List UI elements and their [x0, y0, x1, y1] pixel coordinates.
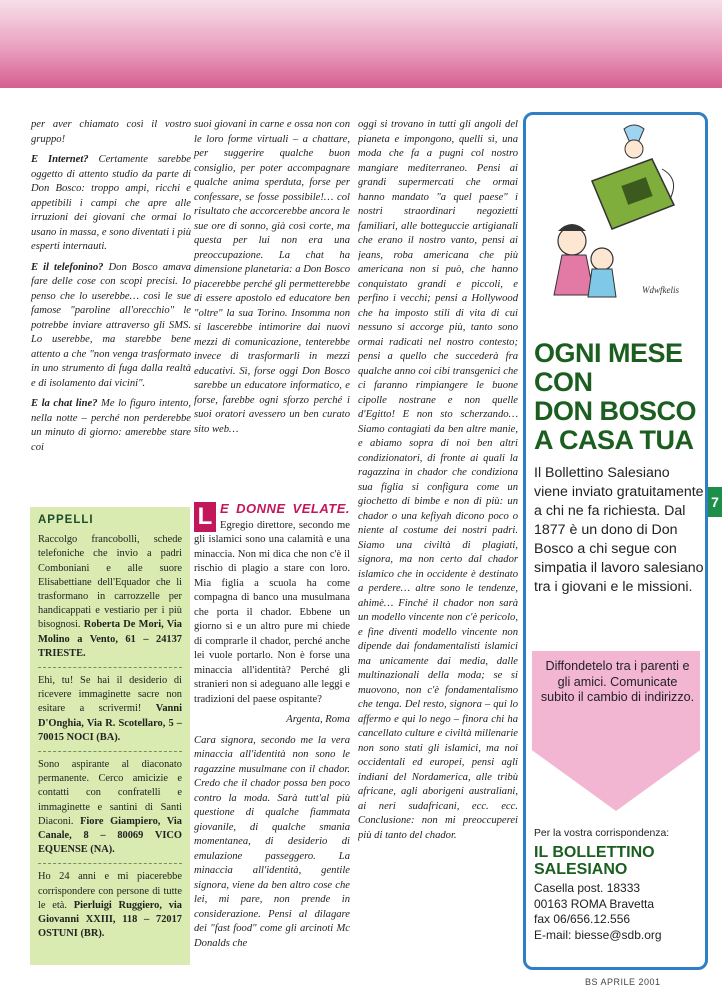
- header-band: [0, 0, 722, 88]
- letter-body: L E DONNE VELATE. Egregio direttore, secondo me gli islamici sono una calamità e una minaccia. Non mi dica che non c'è il rischio di plagio a stare con loro. Mia figlia a scuola ha come compagna di banco una musulmana che porta il chador. Ebbene un giorno si e un altro pure mi chiede di comprarle il chador, perché anche lei vuole portarlo. Non è forse una minaccia all'identità? Perché gli stranieri non si adeguano alle leggi e tradizioni del paese ospitante?: [194, 501, 350, 705]
- appelli-box: [30, 507, 190, 965]
- address: Casella post. 18333 00163 ROMA Bravetta fax 06/656.12.556 E-mail: biesse@sdb.org: [534, 881, 662, 942]
- pink-callout-text: Diffondetelo tra i parenti e gli amici. Comunicate subito il cambio di indirizzo.: [540, 659, 695, 704]
- appello: Ho 24 anni e mi piacerebbe corrispondere con persone di tutte le età. Pierluigi Ruggiero, via Giovanni XXIII, 118 – 72017 OSTUNI (BR).: [38, 871, 182, 940]
- divider: [38, 667, 182, 668]
- paragraph: per aver chiamato così il vostro gruppo!: [31, 119, 191, 145]
- paragraph: E Internet? Certamente sarebbe oggetto di attento studio da parte di Don Bosco: troppo ampi, ricchi e appetibili i campi che apre alle irruzioni dei giovani che ormai lo usano in massa, e sono diventati i più esperti internauti.: [31, 154, 191, 252]
- column-2: [194, 118, 350, 443]
- don-bosco-illustration: [532, 119, 702, 299]
- appello: Sono aspirante al diaconato permanente. Cerco amicizie e contatti con confratelli e immaginette e santini di Santi Diaconi. Fiore Giampiero, Via Canale, 8 – 80069 VICO EQUENSE (NA).: [38, 759, 182, 856]
- divider: [38, 863, 182, 864]
- reply-text: Cara signora, secondo me la vera minaccia all'identità non sono le ragazzine musulmane con il chador. Credo che il chador possa ben poco contro la moda. Sarà tutt'al più questione di qualche fiammata giovanile, di qualche smania momentanea, di desiderio di emulazione passeggero. La minaccia all'identità, gentile signora, viene da ben altro cose che lei, mi pare, non prende in considerazione. Pensi al dilagare dei "fast food" come gli arcinoti Mc Donalds che: [194, 734, 350, 949]
- paragraph: E il telefonino? Don Bosco amava fare delle cose con scopi precisi. Io penso che lo userebbe… così le sue famose "paroline all'orecchio" le potrebbe inviare attraverso gli SMS. Lo userebbe, ma starebbe bene attento a che "non venga trasformato in uno strumento di fuga dalla realtà e di isolamento dai vicini".: [31, 261, 191, 389]
- page-footer: BS APRILE 2001: [585, 977, 661, 987]
- drop-cap: L: [194, 502, 216, 532]
- promo-headline: OGNI MESE CON DON BOSCO A CASA TUA: [534, 338, 697, 455]
- appello: Ehi, tu! Se hai il desiderio di ricevere immaginette sacre non esitare a scrivermi! Vanni D'Onghia, Via R. Scotellaro, 5 – 70015 NOCI (BA).: [38, 675, 182, 743]
- page-section-tab: 7: [708, 487, 722, 517]
- letter-section: [194, 502, 350, 957]
- bollettino-promo-box: [523, 112, 708, 970]
- illustration-signature: Wdwfkelis: [642, 285, 679, 295]
- column-1: [31, 118, 191, 461]
- column-3: [358, 118, 518, 918]
- publication-name: IL BOLLETTINO SALESIANO: [534, 844, 655, 878]
- letter-title: E DONNE VELATE.: [220, 501, 350, 516]
- paragraph: oggi si trovano in tutti gli angoli del pianeta e impongono, quelli sì, una moda che fa a pugni col nostro mangiare mediterraneo. Pensi ai grandi supermercati che ormai hanno mandato "a quel paese" i nostri straordinari negozietti familiari, alle botteguccie artigianali che erano il nostro vanto, pensi ai jeans, roba americana che più americana non si può, che hanno conquistato grandi e piccoli, e perfino i vecchi; pensi a Hollywood che ha imposto stili di vita di cui nessuno si accorge più, tanto sono ormai radicati nel nostro contesto; pensi a quello che succederà fra qualche anno coi cibi transgenici che ci faranno rimpiangere le buone cipolle nostrane e non quelle d'Egitto! E non sto scherzando… Siamo contagiati da ben altre manie, e abiamo sopra di noi ben altri condizionatori, di fronte ai quali la ragazzina in chador che condiziona sua figlia si configura come un giochetto di bimbe e non di più: un chador o una kefiyah dicono poco o niente al costume dei nostri padri. Siamo una civiltà di plagiati, signora, ma non certo dal chador islamico che in occidente è destinato a perdere… altre sono le tendenze, ahimè… Finché il chador non sarà un modello vincente non c'è pericolo, e fine diventi modello vincente non dipende dai fondamentalisti islamici ma unicamente dai media, dalle multinazionali della moda; se si muovono, non c'è fondamentalismo che tenga. Del resto, signora – qui lo affermo e qui lo nego – finora chi ha cancellato culture e civiltà millenarie non sono stati gli islamici, ma noi occidentali ed europei, pensi agli indiani del Nordamerica, alle tribù africane, agli aborigeni australiani, ai neri sudafricani, ecc. ecc. Conclusione: non mi preoccuperei più di tanto del chador.: [358, 119, 518, 841]
- paragraph: E la chat line? Me lo figuro intento, nella notte – perché non perderebbe un minuto di giorno: amerebbe stare coi: [31, 398, 191, 453]
- appelli-title: APPELLI: [38, 514, 94, 526]
- appello: Raccolgo francobolli, schede telefoniche che invio a padri Comboniani e alle suore Elisabettiane dell'Equador che li trasformano in carrozzelle per handicappati e vestiario per i più bisognosi. Roberta De Mori, Via Molino a Vento, 61 – 24137 TRIESTE.: [38, 534, 182, 659]
- divider: [38, 751, 182, 752]
- contact-info: Per la vostra corrispondenza: IL BOLLETTINO SALESIANO Casella post. 18333 00163 ROMA Bravetta fax 06/656.12.556 E-mail: biesse@sdb.org: [534, 827, 704, 943]
- paragraph: suoi giovani in carne e ossa non con le loro forme virtuali – a chattare, per suggerire qualche buon consiglio, per poter accompagnare qualche anima sperduta, forse per confessare, se fosse possibile!… col risultato che accorcerebbe ancora le sue ore di sonno, già così corte, ma questa per lui non era una preoccupazione. La chat ha dimensione planetaria: a Don Bosco piacerebbe perché gli permetterebbe di essere apostolo ed educatore ben "oltre" la sua Torino. Insomma non si lascerebbe intimorire dai nuovi mezzi di comunicazione, tenterebbe invece di trasformarli in mezzi educativi. Sì, forse oggi Don Bosco sarebbe un educatore informatico, e forse, farebbe ogni sforzo perché i suoi oratori avessero un ben curato sito web…: [194, 119, 350, 435]
- letter-signature: Argenta, Roma: [286, 714, 350, 725]
- promo-body: Il Bollettino Salesiano viene inviato gratuitamente a chi ne fa richiesta. Dal 1877 è un dono di Don Bosco a chi segue con simpatia il lavoro salesiano tra i giovani e le missioni.: [534, 465, 704, 595]
